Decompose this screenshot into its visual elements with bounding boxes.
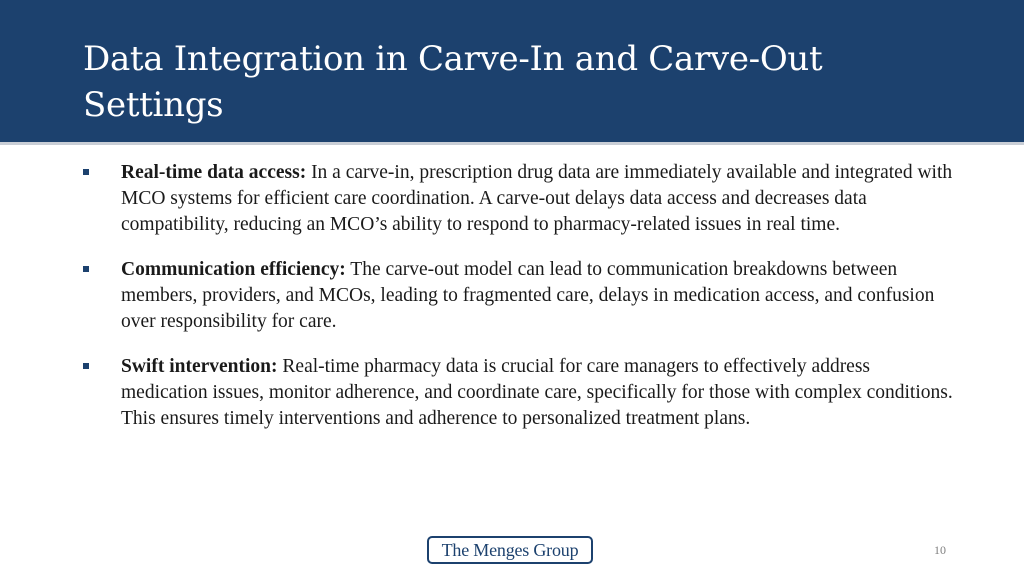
title-banner [0,0,1024,142]
bullet-term: Swift intervention: [121,356,278,377]
bullet-text: The carve-out model can lead to communication breakdowns between members, providers, and MCOs, leading to fragmented care, delays in medication access, and confusion over responsibility for care. [121,259,935,332]
square-bullet-icon [83,169,89,175]
bullet-item-swift-intervention [83,354,953,432]
square-bullet-icon [83,266,89,272]
square-bullet-icon [83,363,89,369]
page-number: 10 [934,543,946,557]
bullet-text: In a carve-in, prescription drug data are immediately available and integrated with MCO systems for efficient care coordination. A carve-out delays data access and decreases data compatibility, reducing an MCO’s ability to respond to pharmacy-related issues in real time. [121,162,953,235]
bullet-item-communication-efficiency [83,257,953,335]
bullet-text: Real-time pharmacy data is crucial for care managers to effectively address medication issues, monitor adherence, and coordinate care, specifically for those with complex conditions. This ensures timely interventions and adherence to personalized treatment plans. [121,356,953,429]
bullet-item-real-time-data-access [83,160,953,238]
header-divider [0,142,1024,145]
bullet-term: Real-time data access: [121,162,307,183]
company-logo-text: The Menges Group [441,539,579,560]
slide-title: Data Integration in Carve-In and Carve-Out Settings [83,39,823,125]
bullet-term: Communication efficiency: [121,259,346,280]
bullet-list [83,160,953,451]
company-logo [427,536,593,564]
